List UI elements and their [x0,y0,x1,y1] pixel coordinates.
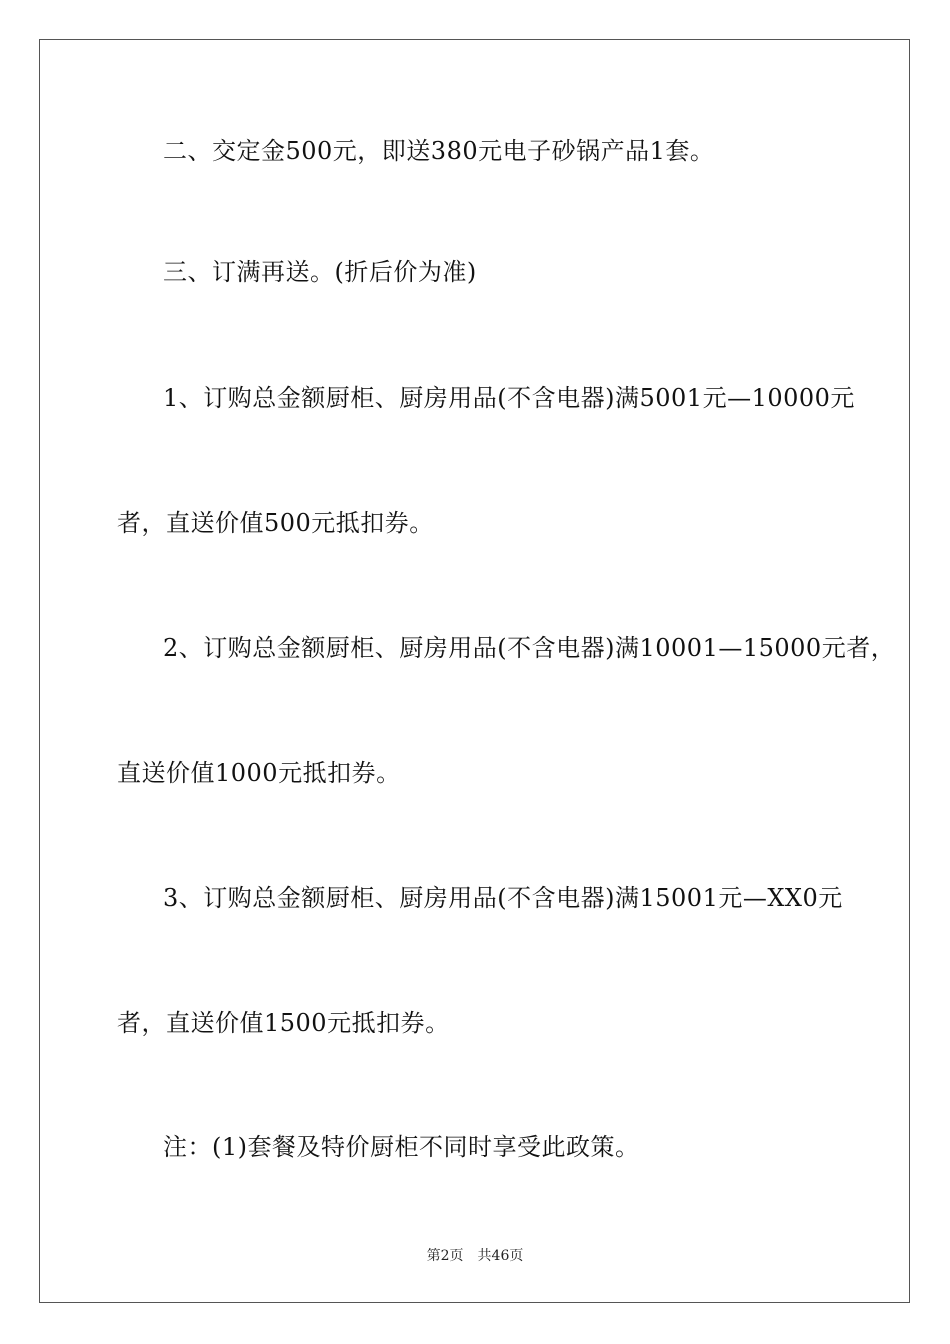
paragraph-note: 注：(1)套餐及特价厨柜不同时享受此政策。 [163,1133,640,1161]
paragraph-tier-2-continued: 直送价值1000元抵扣券。 [117,759,401,787]
page-frame [39,39,910,1303]
paragraph-order-bonus-heading: 三、订满再送。(折后价为准) [163,258,477,286]
paragraph-tier-2: 2、订购总金额厨柜、厨房用品(不含电器)满10001—15000元者， [163,634,896,662]
paragraph-tier-3-continued: 者，直送价值1500元抵扣券。 [117,1009,450,1037]
paragraph-tier-3: 3、订购总金额厨柜、厨房用品(不含电器)满15001元—XX0元 [163,884,843,912]
paragraph-tier-1: 1、订购总金额厨柜、厨房用品(不含电器)满5001元—10000元 [163,384,855,412]
page-number-footer: 第2页 共46页 [426,1248,524,1264]
paragraph-deposit-offer: 二、交定金500元，即送380元电子砂锅产品1套。 [163,137,715,165]
paragraph-tier-1-continued: 者，直送价值500元抵扣券。 [117,509,434,537]
